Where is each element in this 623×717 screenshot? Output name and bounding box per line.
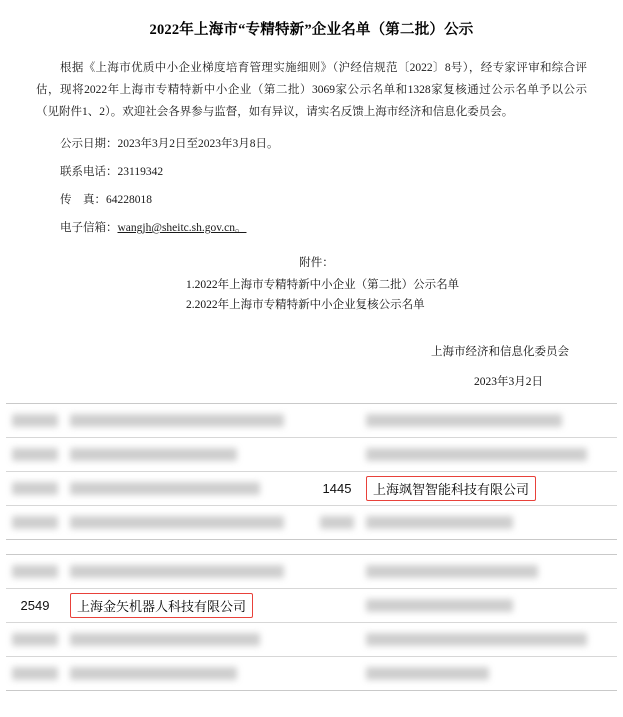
company-name-cell xyxy=(64,657,314,690)
company-name-cell xyxy=(64,404,314,437)
fax-value: 64228018 xyxy=(106,194,152,206)
email-label: 电子信箱： xyxy=(60,222,118,234)
secondary-cell xyxy=(360,438,617,471)
secondary-cell xyxy=(360,589,617,622)
redacted-block xyxy=(12,565,58,578)
secondary-cell xyxy=(360,404,617,437)
secondary-cell xyxy=(360,506,617,539)
row-number-cell xyxy=(6,438,64,471)
attachment-item-1: 1.2022年上海市专精特新中小企业（第二批）公示名单 xyxy=(186,279,460,291)
redacted-block xyxy=(70,414,284,427)
extra-cell xyxy=(314,657,360,690)
table-row xyxy=(6,555,617,589)
redacted-block xyxy=(12,667,58,680)
company-name-cell xyxy=(64,555,314,588)
row-number-cell xyxy=(6,623,64,656)
extra-cell xyxy=(314,506,360,539)
row-number-cell xyxy=(6,555,64,588)
redacted-block xyxy=(366,565,538,578)
phone-line xyxy=(36,161,587,183)
phone-value: 23119342 xyxy=(117,166,164,178)
issue-date: 2023年3月2日 xyxy=(474,376,543,388)
table-row xyxy=(6,506,617,539)
redacted-block xyxy=(70,633,260,646)
extra-cell xyxy=(314,404,360,437)
highlight-row-number xyxy=(314,472,360,505)
fax-label: 传 真： xyxy=(60,194,106,206)
redacted-block xyxy=(12,516,58,529)
redacted-block xyxy=(70,565,284,578)
attachment-title: 附件： xyxy=(299,257,334,269)
attachment-block xyxy=(36,253,587,315)
redacted-block xyxy=(70,448,237,461)
highlighted-company-name: 上海金矢机器人科技有限公司 xyxy=(70,593,253,618)
list-table-first xyxy=(6,403,617,540)
publicity-period-label: 公示日期： xyxy=(60,138,118,150)
row-number-value: 2549 xyxy=(20,598,50,613)
company-name-cell xyxy=(64,472,314,505)
email-value[interactable]: wangjh@sheitc.sh.gov.cn。 xyxy=(117,222,247,234)
redacted-block xyxy=(12,414,58,427)
highlight-row-number xyxy=(6,589,64,622)
row-number-cell xyxy=(6,506,64,539)
table-row-highlighted xyxy=(6,472,617,506)
redacted-block xyxy=(366,414,562,427)
redacted-block xyxy=(70,516,284,529)
page-title: 2022年上海市“专精特新”企业名单（第二批）公示 xyxy=(149,22,474,38)
table-row xyxy=(6,438,617,472)
row-number-cell xyxy=(6,472,64,505)
secondary-cell xyxy=(360,657,617,690)
attachment-item-2: 2.2022年上海市专精特新中小企业复核公示名单 xyxy=(186,299,425,311)
publicity-period-line xyxy=(36,133,587,155)
page-bottom-space xyxy=(0,691,623,717)
phone-label: 联系电话： xyxy=(60,166,118,178)
redacted-block xyxy=(70,482,260,495)
row-number-cell xyxy=(6,404,64,437)
redacted-block xyxy=(366,667,489,680)
redacted-block xyxy=(12,448,58,461)
redacted-block xyxy=(12,482,58,495)
fax-line xyxy=(36,189,587,211)
company-name-cell xyxy=(64,438,314,471)
redacted-block xyxy=(366,599,513,612)
company-name-cell xyxy=(64,623,314,656)
highlighted-company-cell xyxy=(64,589,314,622)
extra-cell xyxy=(314,589,360,622)
extra-cell xyxy=(314,623,360,656)
table-row-highlighted xyxy=(6,589,617,623)
extra-cell xyxy=(314,555,360,588)
redacted-block xyxy=(320,516,354,529)
email-line xyxy=(36,217,587,239)
table-row xyxy=(6,404,617,438)
highlighted-company-cell xyxy=(360,472,617,505)
redacted-block xyxy=(70,667,237,680)
row-number-cell xyxy=(6,657,64,690)
row-number-value: 1445 xyxy=(322,481,352,496)
extra-cell xyxy=(314,438,360,471)
secondary-cell xyxy=(360,555,617,588)
issuer: 上海市经济和信息化委员会 xyxy=(431,346,569,358)
redacted-block xyxy=(366,516,513,529)
table-row xyxy=(6,657,617,690)
signoff xyxy=(36,341,587,393)
highlighted-company-name: 上海飒智智能科技有限公司 xyxy=(366,476,536,501)
notice-paragraph: 根据《上海市优质中小企业梯度培育管理实施细则》（沪经信规范〔2022〕8号），经专家评审和综合评估，现将2022年上海市专精特新中小企业（第二批）3069家公示名单和1328家复核通过公示名单予以公示（见附件1、2）。欢迎社会各界参与监督，如有异议，请实名反馈上海市经济和信息化委员会。 xyxy=(36,62,587,118)
secondary-cell xyxy=(360,623,617,656)
list-table-second xyxy=(6,554,617,691)
redacted-block xyxy=(12,633,58,646)
table-row xyxy=(6,623,617,657)
redacted-block xyxy=(366,633,587,646)
redacted-block xyxy=(366,448,587,461)
publicity-period-value: 2023年3月2日至2023年3月8日。 xyxy=(117,138,279,150)
company-name-cell xyxy=(64,506,314,539)
